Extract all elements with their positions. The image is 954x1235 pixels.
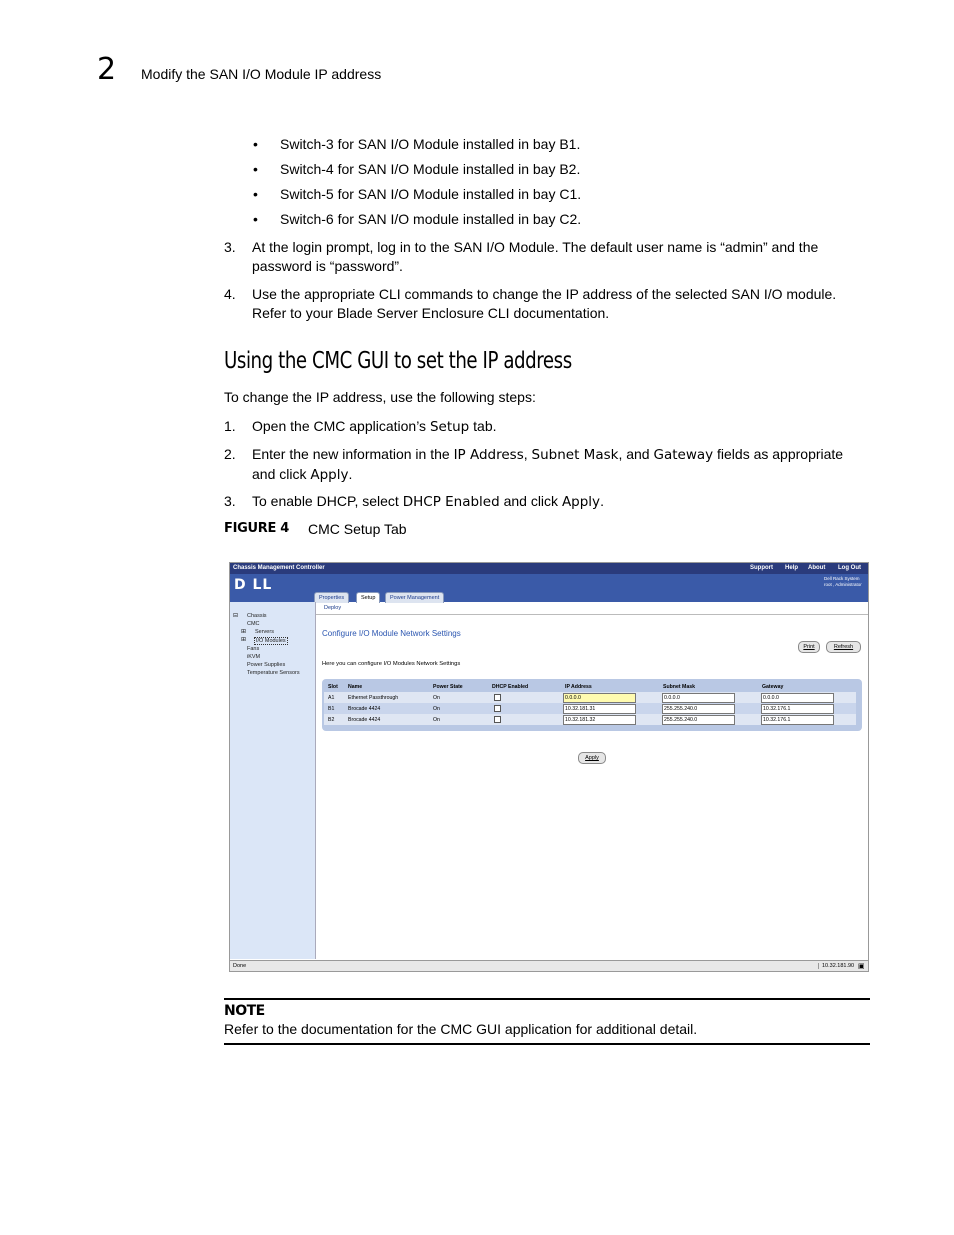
gateway-input[interactable]: 0.0.0.0 [761, 693, 834, 703]
table-row: A1 Ethernet Passthrough On 0.0.0.0 0.0.0.0 0.0.0.0 [324, 692, 856, 703]
page-heading: Configure I/O Module Network Settings [322, 629, 461, 638]
ip-address-input[interactable]: 10.32.181.31 [563, 704, 636, 714]
col-header: IP Address [565, 684, 592, 690]
figure-caption: CMC Setup Tab [308, 521, 407, 537]
ip-address-input[interactable]: 10.32.181.32 [563, 715, 636, 725]
tree-item-ikvm[interactable]: iKVM [247, 654, 261, 660]
status-text: Done [233, 963, 247, 969]
col-header: DHCP Enabled [492, 684, 529, 690]
col-header: Power State [433, 684, 463, 690]
refresh-button[interactable]: Refresh [826, 641, 861, 653]
status-ip: 10.32.181.90 [818, 963, 854, 969]
expand-icon[interactable]: ⊞ [241, 637, 247, 643]
table-row: B1 Brocade 4424 On 10.32.181.31 255.255.240.0 10.32.176.1 [324, 703, 856, 714]
user-info: Dell Rack System [824, 576, 860, 581]
apply-button[interactable]: Apply [578, 752, 606, 764]
tree-item-fans[interactable]: Fans [247, 646, 260, 652]
logout-link[interactable]: Log Out [838, 565, 861, 571]
section-title: Using the CMC GUI to set the IP address [224, 348, 572, 374]
intro-text: To change the IP address, use the following steps: [224, 389, 536, 405]
tree-item-temperature-sensors[interactable]: Temperature Sensors [247, 670, 300, 676]
tree-item-cmc[interactable]: CMC [247, 621, 260, 627]
table-row: B2 Brocade 4424 On 10.32.181.32 255.255.240.0 10.32.176.1 [324, 714, 856, 725]
note-text: Refer to the documentation for the CMC GUI application for additional detail. [224, 1021, 698, 1037]
cmc-screenshot [229, 562, 869, 972]
dhcp-checkbox[interactable] [494, 694, 501, 701]
col-header: Gateway [762, 684, 784, 690]
cmc-main-panel [316, 602, 868, 959]
dell-logo: D LL [234, 577, 273, 593]
support-link[interactable]: Support [750, 565, 773, 571]
chapter-number: 2 [97, 52, 117, 87]
cmc-tabs [230, 590, 868, 602]
cmc-sidebar-tree [230, 602, 316, 959]
io-module-table [322, 679, 862, 731]
subnet-mask-input[interactable]: 255.255.240.0 [662, 715, 735, 725]
page-description: Here you can configure I/O Modules Network Settings [322, 661, 461, 667]
user-info: root , Administrator [824, 582, 862, 587]
subnet-mask-input[interactable]: 0.0.0.0 [662, 693, 735, 703]
dhcp-checkbox[interactable] [494, 716, 501, 723]
tree-item-io-modules[interactable]: I/O Modules [256, 638, 286, 644]
note-label: NOTE [224, 1003, 265, 1019]
tab-setup[interactable]: Setup [356, 592, 380, 603]
collapse-icon[interactable]: ⊟ [233, 613, 239, 619]
tab-power-management[interactable]: Power Management [385, 592, 444, 603]
cmc-topbar [230, 563, 868, 574]
help-link[interactable]: Help [785, 565, 799, 571]
chapter-title: Modify the SAN I/O Module IP address [141, 66, 382, 82]
browser-status-bar [230, 960, 868, 972]
tree-item-servers[interactable]: Servers [255, 629, 274, 635]
col-header: Subnet Mask [663, 684, 695, 690]
dhcp-checkbox[interactable] [494, 705, 501, 712]
print-button[interactable]: Print [798, 641, 820, 653]
expand-icon[interactable]: ⊞ [241, 629, 247, 635]
note-divider [224, 998, 870, 1000]
col-header: Name [348, 684, 363, 690]
note-divider [224, 1043, 870, 1045]
ip-address-input[interactable]: 0.0.0.0 [563, 693, 636, 703]
tab-properties[interactable]: Properties [314, 592, 349, 603]
subnet-mask-input[interactable]: 255.255.240.0 [662, 704, 735, 714]
gateway-input[interactable]: 10.32.176.1 [761, 715, 834, 725]
about-link[interactable]: About [808, 565, 826, 571]
tree-item-chassis[interactable]: Chassis [247, 613, 267, 619]
cmc-topbar-title: Chassis Management Controller [233, 565, 325, 571]
col-header: Slot [328, 684, 338, 690]
gateway-input[interactable]: 10.32.176.1 [761, 704, 834, 714]
subtab-deploy[interactable]: Deploy [324, 605, 342, 611]
tree-item-power-supplies[interactable]: Power Supplies [247, 662, 286, 668]
lock-icon: ▣ [858, 963, 865, 970]
figure-label: FIGURE 4 [224, 521, 290, 536]
